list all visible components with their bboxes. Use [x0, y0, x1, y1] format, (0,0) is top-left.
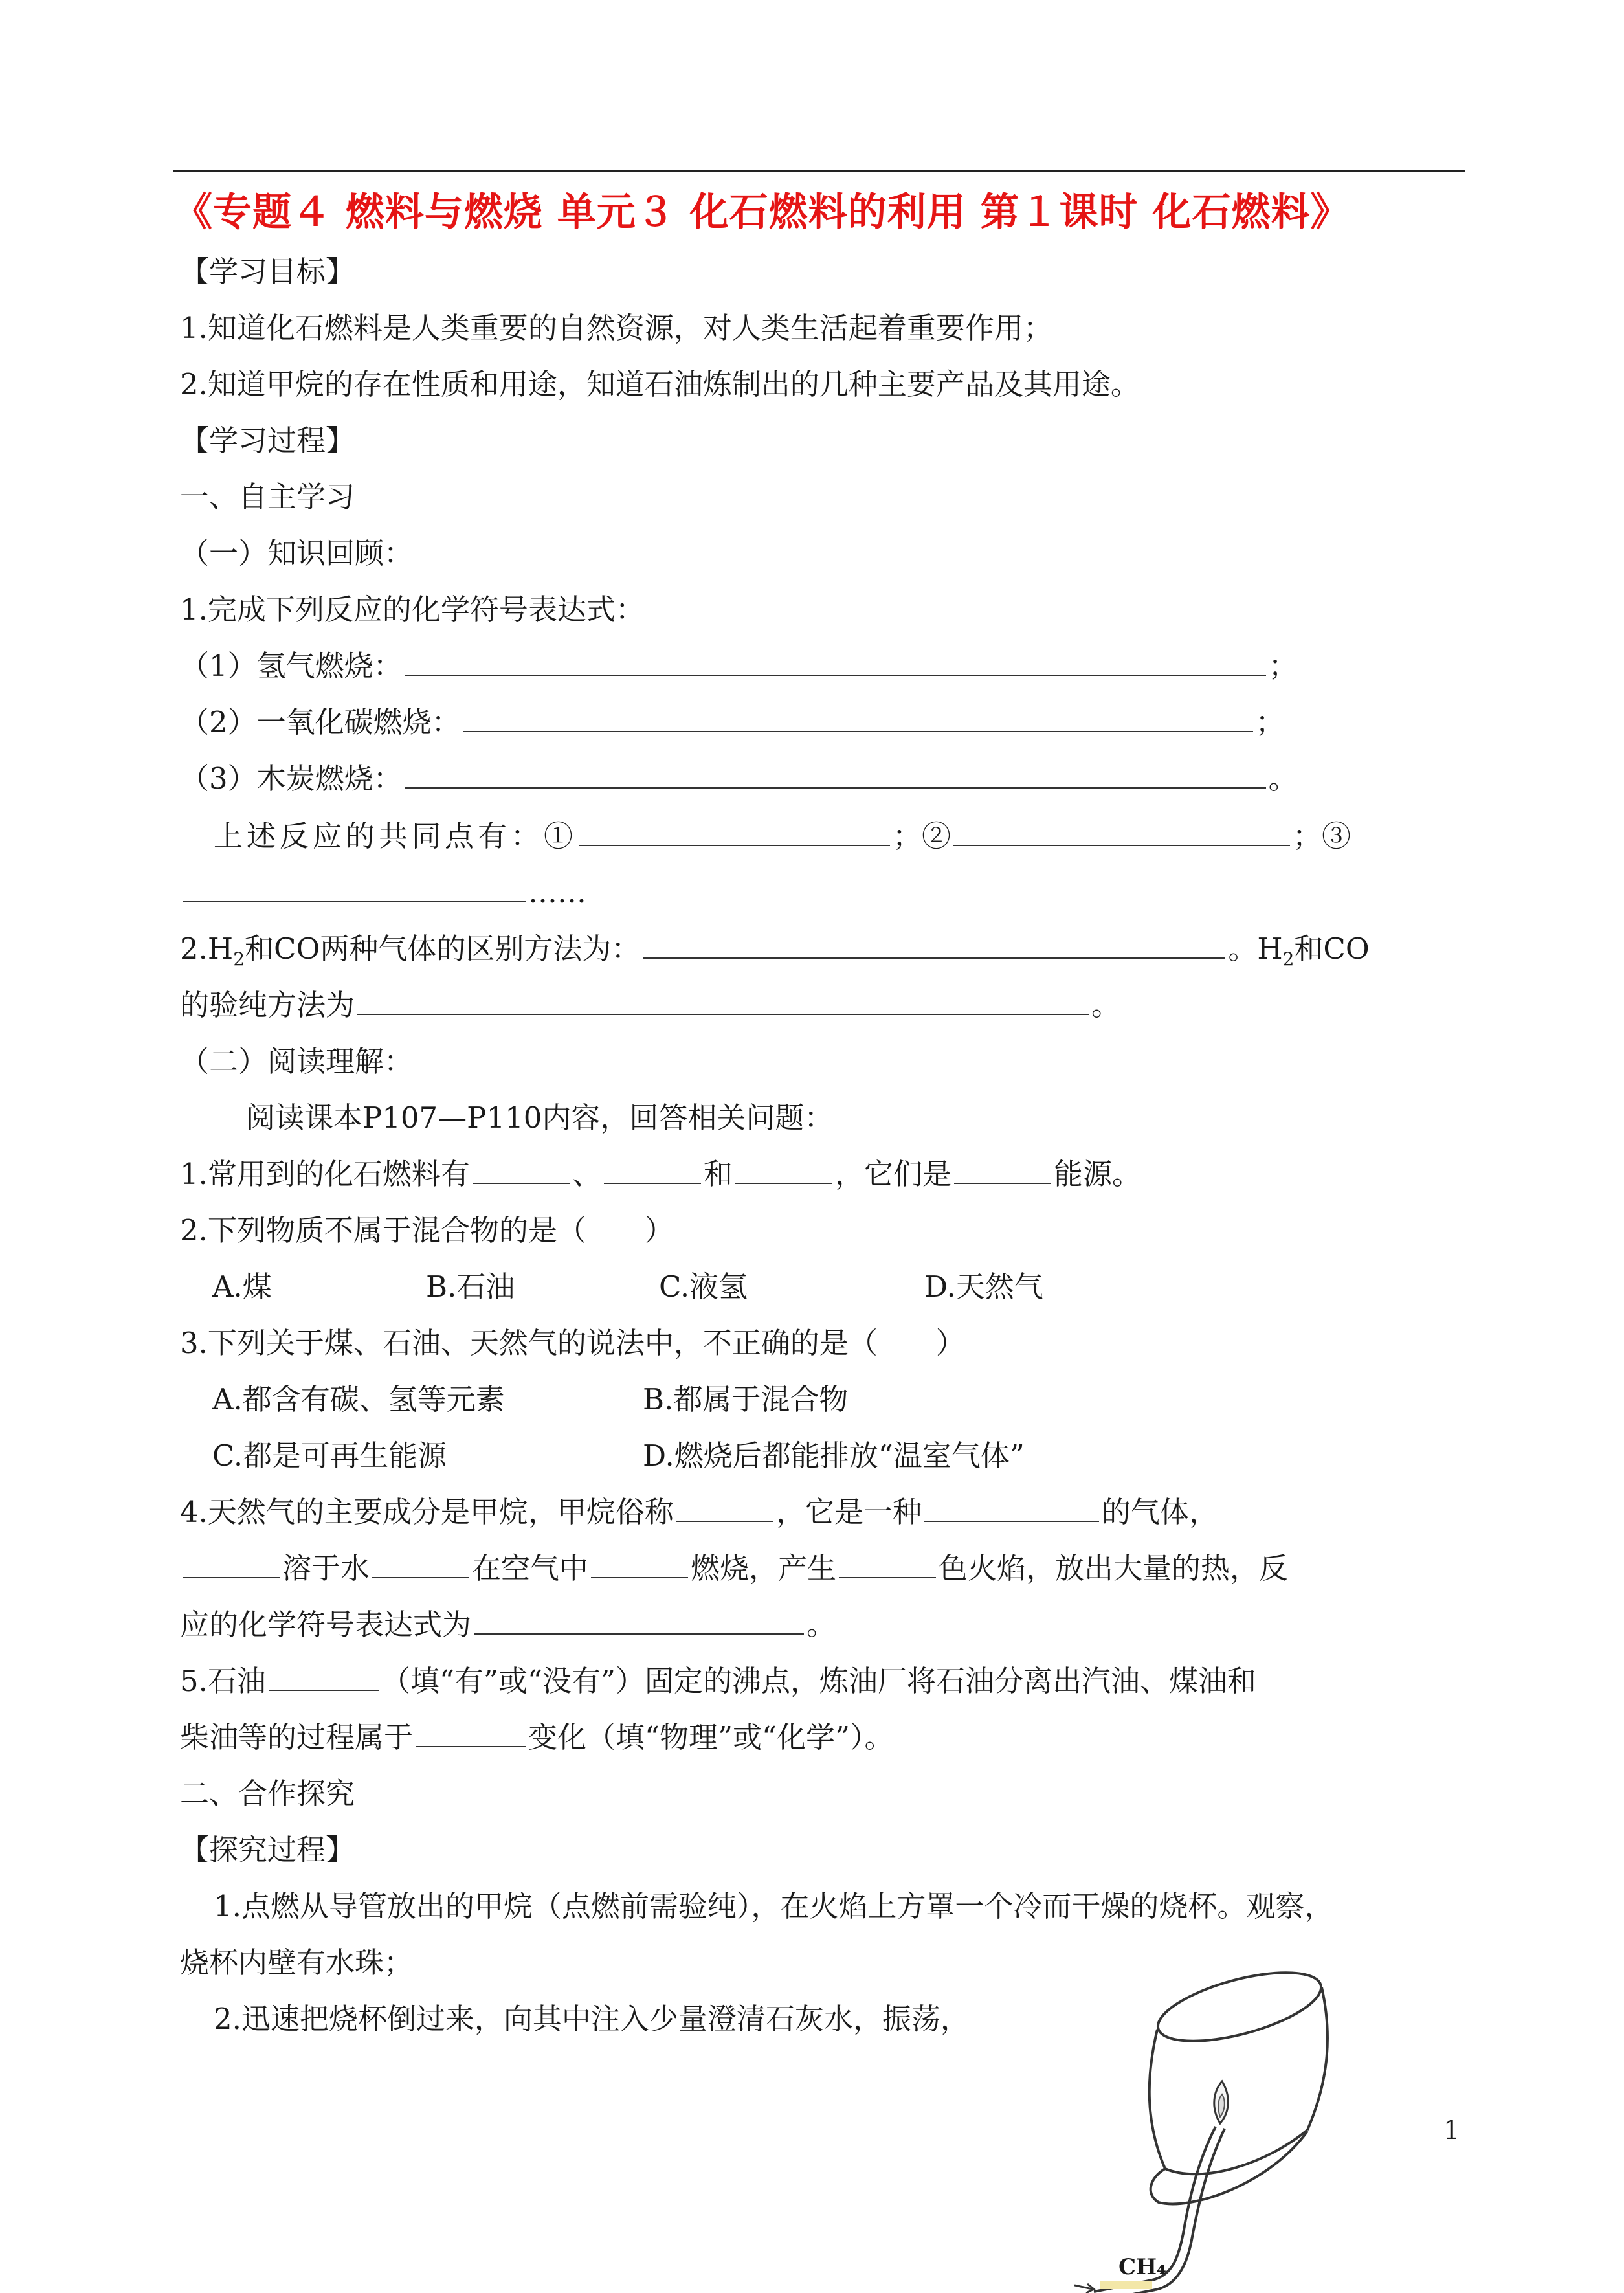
- question-1b: [180, 704, 1285, 741]
- punct: 。: [1268, 761, 1298, 796]
- punct: 。: [1091, 988, 1121, 1022]
- reading-instruction: 阅读课本P107—P110内容，回答相关问题：: [246, 1101, 834, 1135]
- option: C.都是可再生能源: [212, 1438, 447, 1473]
- answer-blank[interactable]: [416, 1720, 526, 1747]
- text: 柴油等的过程属于: [180, 1720, 414, 1754]
- answer-blank[interactable]: [183, 1551, 280, 1578]
- text: 应的化学符号表达式为: [180, 1607, 472, 1642]
- text: 、: [572, 1157, 601, 1191]
- goal-1: 1.知道化石燃料是人类重要的自然资源，对人类生活起着重要作用；: [180, 311, 1052, 345]
- answer-blank[interactable]: [269, 1664, 379, 1691]
- question-1a: [180, 648, 1298, 684]
- reading-q5: [180, 1663, 1256, 1699]
- section-heading: 【学习过程】: [180, 423, 355, 458]
- text: 1.常用到的化石燃料有: [180, 1157, 470, 1191]
- experiment-step-1-cont: 烧杯内壁有水珠；: [180, 1945, 414, 1980]
- q2-text: 和CO两种气体的区别方法为：: [245, 932, 641, 966]
- question-2: [180, 931, 1370, 978]
- text: ，它们是: [834, 1157, 951, 1191]
- text: （填“有”或“没有”）固定的沸点，炼油厂将石油分离出汽油、煤油和: [381, 1664, 1256, 1698]
- answer-blank[interactable]: [735, 1157, 832, 1184]
- common-label: ；③: [1293, 819, 1351, 853]
- q2-text: 的验纯方法为: [180, 988, 355, 1022]
- text: 5.石油: [180, 1664, 266, 1698]
- common-points: [214, 818, 1351, 855]
- figure-label: CH₄: [1118, 2254, 1167, 2280]
- question-1c-label: （3）木炭燃烧：: [180, 761, 403, 796]
- q2-text: 。H: [1228, 932, 1283, 966]
- part-heading: 二、合作探究: [180, 1776, 355, 1811]
- text: 4.天然气的主要成分是甲烷，甲烷俗称: [180, 1495, 674, 1529]
- punct: 。: [806, 1607, 836, 1642]
- subpart-heading: （一）知识回顾：: [180, 536, 414, 570]
- answer-blank[interactable]: [604, 1157, 701, 1184]
- part-heading: 一、自主学习: [180, 480, 355, 514]
- answer-blank[interactable]: [676, 1495, 773, 1522]
- reading-q5-cont: [180, 1719, 894, 1756]
- common-label: 上述反应的共同点有：①: [214, 819, 577, 853]
- answer-blank[interactable]: [474, 1607, 804, 1635]
- page-number: 1: [1443, 2116, 1460, 2145]
- text: 色火焰，放出大量的热，反: [939, 1551, 1289, 1585]
- option: B.石油: [426, 1270, 515, 1304]
- reading-q1: [180, 1156, 1141, 1192]
- question-1: 1.完成下列反应的化学符号表达式：: [180, 592, 645, 627]
- option: C.液氢: [659, 1270, 748, 1304]
- text: 的气体，: [1101, 1495, 1218, 1529]
- answer-blank[interactable]: [924, 1495, 1099, 1522]
- methane-burning-beaker-figure: [1074, 1962, 1333, 2293]
- option: D.天然气: [924, 1270, 1043, 1304]
- header-rule: [173, 170, 1465, 172]
- section-heading: 【学习目标】: [180, 254, 355, 289]
- q2-text: 2.H: [180, 932, 234, 966]
- text: 和: [703, 1157, 733, 1191]
- answer-blank[interactable]: [953, 819, 1290, 846]
- answer-blank[interactable]: [473, 1157, 570, 1184]
- common-label: ；②: [893, 819, 951, 853]
- answer-blank[interactable]: [357, 988, 1089, 1015]
- text: 在空气中: [472, 1551, 589, 1585]
- option: B.都属于混合物: [643, 1382, 849, 1416]
- answer-blank[interactable]: [372, 1551, 469, 1578]
- answer-blank[interactable]: [643, 932, 1225, 959]
- answer-blank[interactable]: [183, 875, 526, 902]
- option: D.燃烧后都能排放“温室气体”: [643, 1438, 1025, 1473]
- text: 能源。: [1053, 1157, 1141, 1191]
- subpart-heading: （二）阅读理解：: [180, 1044, 414, 1079]
- reading-q3: 3.下列关于煤、石油、天然气的说法中，不正确的是（ ）: [180, 1326, 965, 1360]
- experiment-step-1: 1.点燃从导管放出的甲烷（点燃前需验纯），在火焰上方罩一个冷而干燥的烧杯。观察，: [214, 1889, 1334, 1923]
- text: ，它是一种: [775, 1495, 922, 1529]
- question-2-cont: [180, 987, 1120, 1023]
- subscript: 2: [233, 948, 245, 970]
- goal-2: 2.知道甲烷的存在性质和用途，知道石油炼制出的几种主要产品及其用途。: [180, 367, 1140, 401]
- common-points-cont: [180, 875, 586, 911]
- question-1a-label: （1）氢气燃烧：: [180, 649, 403, 683]
- question-1b-label: （2）一氧化碳燃烧：: [180, 705, 461, 739]
- answer-blank[interactable]: [579, 819, 890, 846]
- reading-q2: 2.下列物质不属于混合物的是（ ）: [180, 1213, 674, 1247]
- answer-blank[interactable]: [405, 761, 1266, 789]
- reading-q4-cont: [180, 1550, 1288, 1587]
- answer-blank[interactable]: [839, 1551, 936, 1578]
- text: 燃烧，产生: [691, 1551, 837, 1585]
- option: A.煤: [212, 1270, 272, 1304]
- answer-blank[interactable]: [405, 649, 1266, 676]
- option: A.都含有碳、氢等元素: [212, 1382, 505, 1416]
- experiment-step-2: 2.迅速把烧杯倒过来，向其中注入少量澄清石灰水，振荡，: [214, 2002, 970, 2036]
- punct: ；: [1268, 649, 1298, 683]
- text: 变化（填“物理”或“化学”）。: [528, 1720, 894, 1754]
- page-title: 《专题４ 燃料与燃烧 单元３ 化石燃料的利用 第１课时 化石燃料》: [173, 190, 1350, 235]
- text: 溶于水: [282, 1551, 370, 1585]
- answer-blank[interactable]: [591, 1551, 688, 1578]
- answer-blank[interactable]: [954, 1157, 1051, 1184]
- answer-blank[interactable]: [463, 705, 1253, 732]
- section-heading: 【探究过程】: [180, 1833, 355, 1867]
- reading-q4-cont2: [180, 1607, 836, 1643]
- punct: ；: [1255, 705, 1285, 739]
- q2-text: 和CO: [1294, 932, 1370, 966]
- question-1c: [180, 761, 1298, 797]
- subscript: 2: [1282, 948, 1295, 970]
- reading-q4: [180, 1494, 1218, 1530]
- ellipsis: ……: [528, 875, 586, 910]
